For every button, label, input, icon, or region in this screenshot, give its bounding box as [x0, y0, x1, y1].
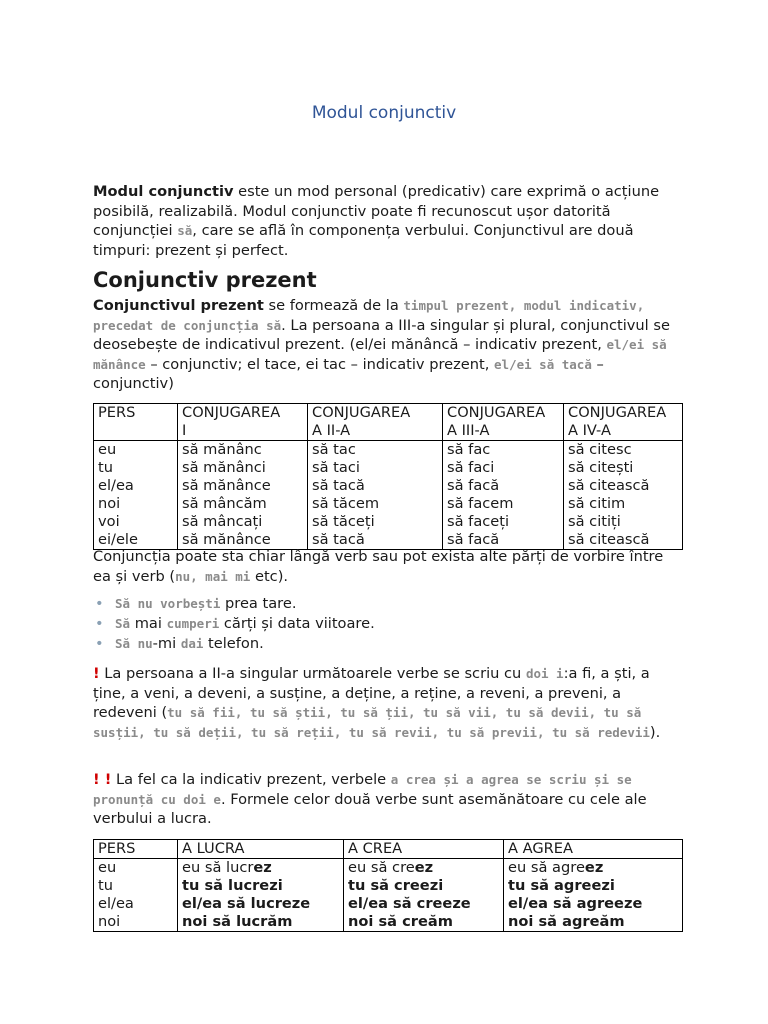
- section-heading: Conjunctiv prezent: [93, 268, 317, 292]
- conjunction-mono: nu, mai mi: [175, 568, 251, 584]
- note-paragraph-1: ! La persoana a II-a singular următoarele verbe se scriu cu doi i:a fi, a ști, a ține, a veni, a deveni, a susține, a deține, a reține, a reveni, a preveni, a redeveni (tu să fii, tu să știi, tu să ții, tu să vii, tu să devii, tu să susții, tu să deții, tu să reții, tu să revii, tu să previi, tu să redevii).: [93, 665, 661, 741]
- header-cell: CONJUGAREA I: [178, 404, 308, 441]
- list-item: • Să nu-mi dai telefon.: [115, 634, 675, 654]
- conjugation-table-body: [94, 441, 683, 550]
- table-row: eu tu el/ea noi voi ei/ele să mănânc să mănânci să mănânce să mâncăm să mâncați să mănânce să tac să taci să tacă să tăcem să tăceți să tacă să fac să faci să facă să facem să faceți să facă să citesc să citești să citească să citim să citiți să citească: [94, 441, 683, 550]
- conjugation-table: [93, 403, 683, 550]
- header-cell: CONJUGAREA A IV-A: [564, 404, 683, 441]
- header-cell: A AGREA: [504, 840, 683, 859]
- list-item: • Să nu vorbești prea tare.: [115, 594, 675, 614]
- conjunction-text-2: etc).: [250, 567, 289, 585]
- header-cell: CONJUGAREA A III-A: [443, 404, 564, 441]
- header-cell: PERS: [94, 404, 178, 441]
- conjunction-paragraph: [93, 547, 683, 586]
- verbs-table-body: [94, 859, 683, 932]
- header-cell: PERS: [94, 840, 178, 859]
- note-paragraph-2: ! ! La fel ca la indicativ prezent, verbele a crea și a agrea se scriu și se pronunță cu doi e. Formele celor două verbe sunt asemănătoare cu cele ale verbului a lucra.: [93, 771, 647, 827]
- prezent-text-1: se formează de la: [263, 297, 404, 314]
- prezent-text-2: . La persoana a III-a singular și plural, conjunctivul se deosebește de indicativul prezent. (el/ei mănâncă – indicativ prezent,: [93, 316, 670, 353]
- table-header-row: [94, 840, 683, 859]
- header-cell: A CREA: [344, 840, 504, 859]
- intro-text-2: , care se află în componența verbului. Conjunctivul are două timpuri: prezent și perfect.: [93, 222, 634, 259]
- prezent-mono-2: el/ei să mănânce: [93, 337, 667, 372]
- warning-mark: !: [93, 665, 100, 682]
- table-header-row: [94, 404, 683, 441]
- header-cell: A LUCRA: [178, 840, 344, 859]
- page-title: Modul conjunctiv: [311, 103, 457, 123]
- intro-mono-1: să: [177, 223, 193, 238]
- header-cell: CONJUGAREA A II-A: [308, 404, 443, 441]
- conjunction-text-1: Conjuncția poate sta chiar lângă verb sau pot exista alte părți de vorbire între ea și verb (: [93, 548, 664, 585]
- examples-list: [93, 594, 675, 654]
- prezent-text-4: – conjunctiv): [93, 355, 604, 392]
- prezent-term: Conjunctivul prezent: [93, 297, 264, 314]
- verbs-table: [93, 839, 683, 932]
- table-row: eu tu el/ea noi eu să lucrez tu să lucrezi el/ea să lucreze noi să lucrăm eu să creez tu să creezi el/ea să creeze noi să creăm eu să agreez tu să agreezi el/ea să agreeze noi să agreăm: [94, 859, 683, 932]
- intro-paragraph: [93, 182, 683, 260]
- list-item: • Să mai cumperi cărți și data viitoare.: [115, 614, 675, 634]
- intro-text-1: este un mod personal (predicativ) care exprimă o acțiune posibilă, realizabilă. Modul conjunctiv poate fi recunoscut ușor datorită conjuncției: [93, 183, 660, 239]
- prezent-text-3: – conjunctiv; el tace, ei tac – indicativ prezent,: [145, 355, 495, 373]
- prezent-mono-3: el/ei să tacă: [494, 356, 592, 372]
- warning-mark: ! !: [93, 771, 112, 788]
- prezent-paragraph: [93, 296, 683, 394]
- prezent-mono-1: timpul prezent, modul indicativ, precedat de conjuncția să: [93, 298, 645, 333]
- intro-term: Modul conjunctiv: [93, 183, 234, 200]
